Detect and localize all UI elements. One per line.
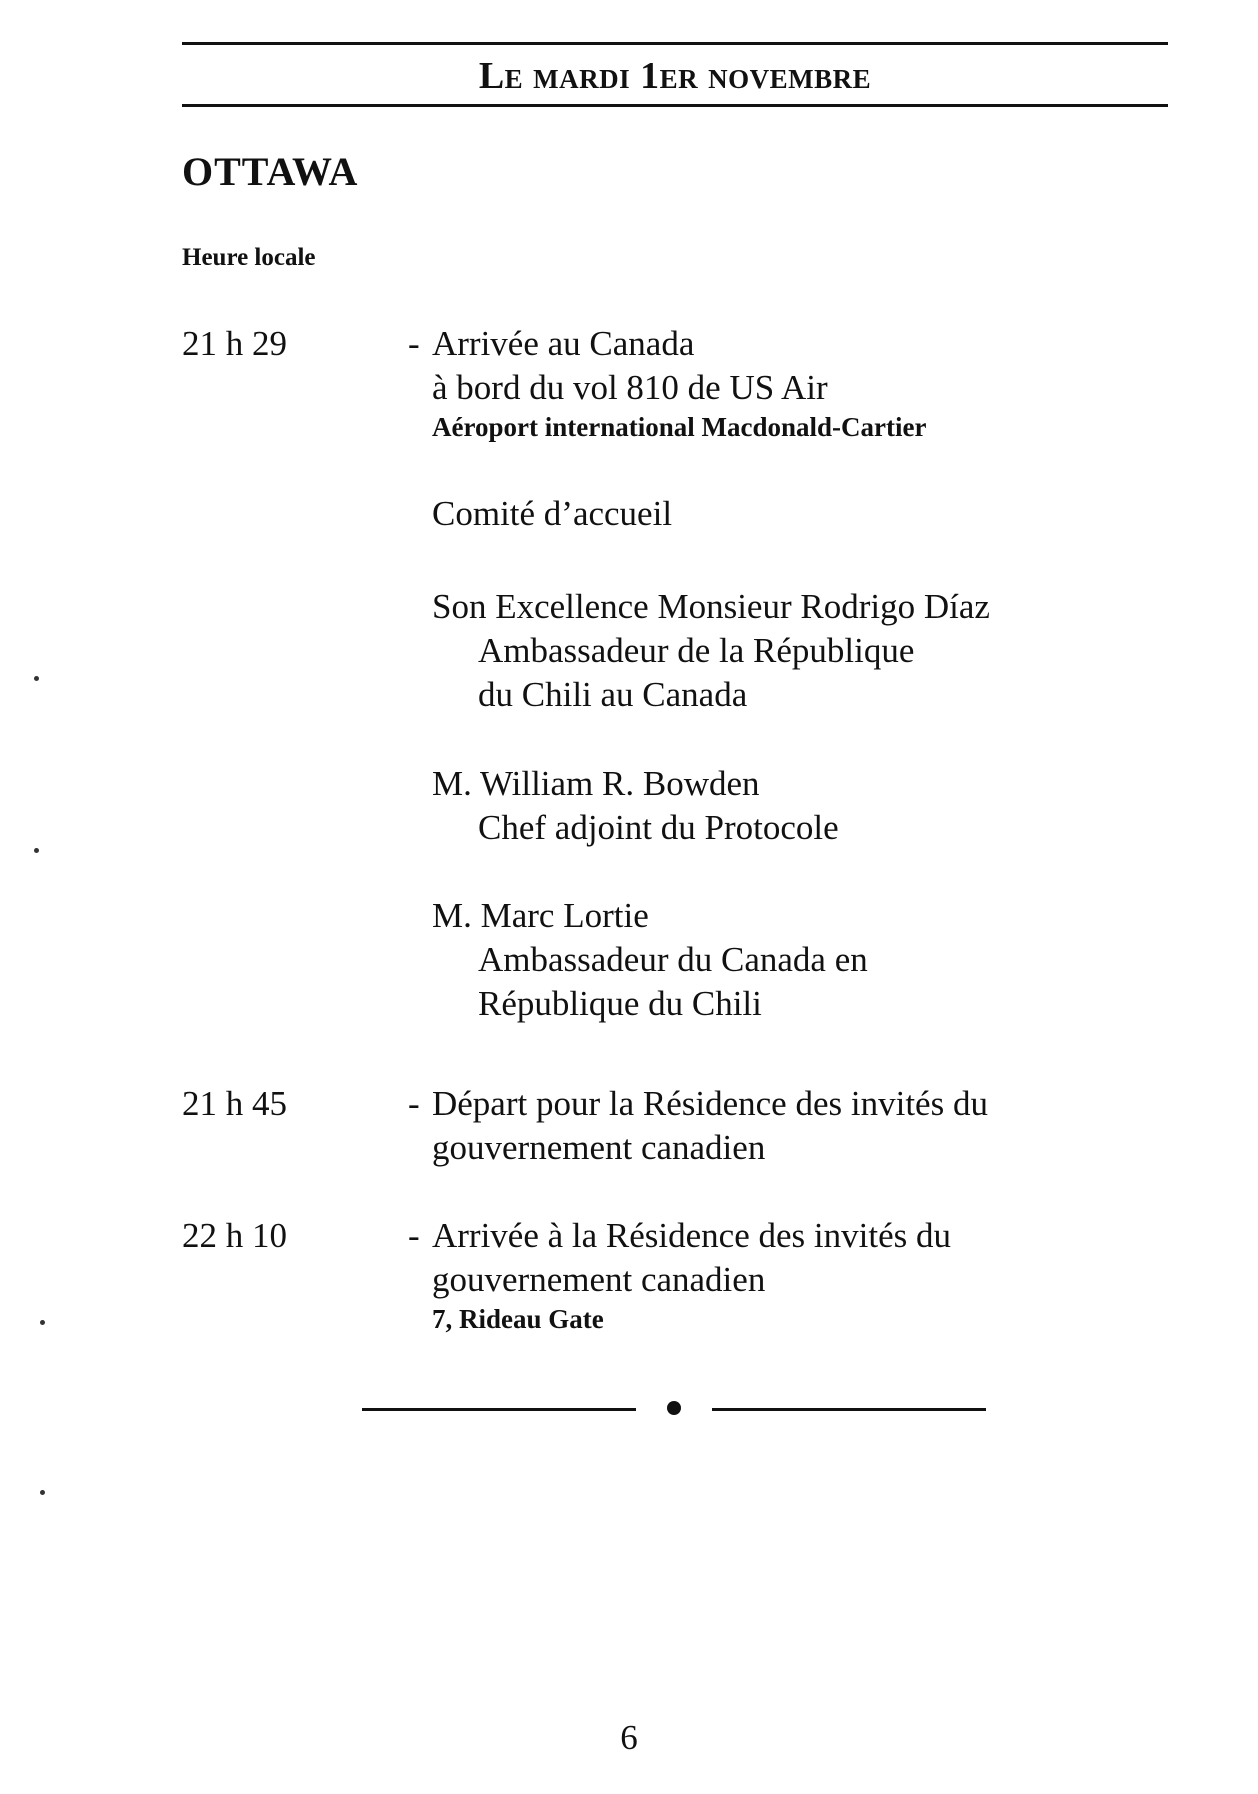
entry-text: Arrivée à la Résidence des invités du [432, 1216, 951, 1255]
schedule-entry-2 [408, 1082, 1168, 1170]
member-name: M. William R. Bowden [432, 764, 760, 803]
schedule-entry-3 [408, 1214, 1168, 1336]
margin-mark [40, 1320, 45, 1325]
entry-dash: - [408, 1216, 420, 1255]
local-time-label: Heure locale [182, 244, 316, 271]
header-bottom-rule [182, 104, 1168, 107]
page-header-title: Le mardi 1er novembre [478, 55, 872, 97]
schedule-entry-1 [408, 322, 1168, 444]
schedule-entry-line: gouvernement canadien [432, 1260, 766, 1299]
member-role: Chef adjoint du Protocole [478, 808, 839, 847]
member-role: Ambassadeur de la République [478, 631, 915, 670]
entry-text: Arrivée au Canada [432, 324, 695, 363]
entry-dash: - [408, 324, 420, 363]
header-top-rule [182, 42, 1168, 45]
margin-mark [34, 676, 39, 681]
margin-mark [40, 1490, 45, 1495]
schedule-entry-line: gouvernement canadien [432, 1128, 766, 1167]
schedule-time-3: 22 h 10 [182, 1216, 287, 1255]
schedule-entry-line [408, 1082, 1168, 1126]
city-heading: OTTAWA [182, 149, 359, 194]
member-name: M. Marc Lortie [432, 896, 649, 935]
separator-bullet-icon [667, 1401, 681, 1415]
member-role: du Chili au Canada [478, 675, 748, 714]
schedule-entry-line: à bord du vol 810 de US Air [432, 368, 828, 407]
margin-mark [34, 848, 39, 853]
schedule-entry-place: 7, Rideau Gate [432, 1304, 604, 1334]
committee-member-1 [432, 585, 990, 717]
member-role: Ambassadeur du Canada en [478, 940, 868, 979]
separator-rule-left [362, 1408, 636, 1411]
schedule-entry-place: Aéroport international Macdonald-Cartier [432, 412, 927, 442]
member-name: Son Excellence Monsieur Rodrigo Díaz [432, 587, 990, 626]
schedule-time-2: 21 h 45 [182, 1084, 287, 1123]
schedule-time-1: 21 h 29 [182, 324, 287, 363]
welcome-committee-title: Comité d’accueil [432, 494, 673, 533]
entry-text: Départ pour la Résidence des invités du [432, 1084, 988, 1123]
page-number: 6 [620, 1718, 638, 1757]
schedule-entry-line [408, 1214, 1168, 1258]
entry-dash: - [408, 1084, 420, 1123]
committee-member-3 [432, 894, 868, 1026]
separator-rule-right [712, 1408, 986, 1411]
schedule-entry-line [408, 322, 1168, 366]
committee-member-2 [432, 762, 839, 850]
member-role: République du Chili [478, 984, 762, 1023]
